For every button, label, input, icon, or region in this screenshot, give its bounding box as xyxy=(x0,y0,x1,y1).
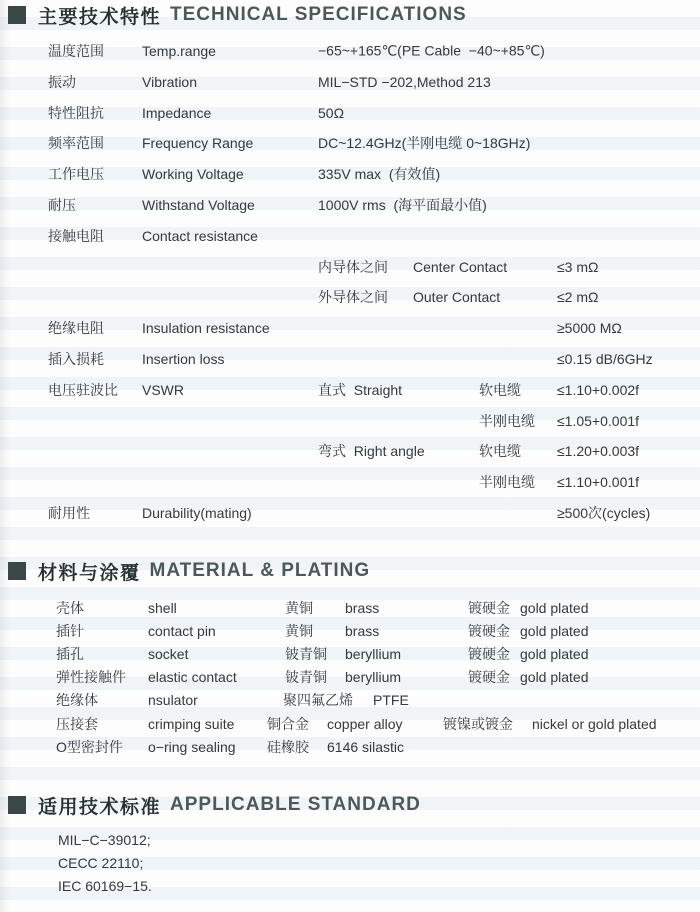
material-row-socket xyxy=(0,642,700,665)
spec-sublabel-cn: 外导体之间 xyxy=(318,289,388,306)
spec-label-cn: 耐用性 xyxy=(48,504,90,521)
plating-en: gold plated xyxy=(520,645,589,662)
material-row-crimping-suite xyxy=(0,712,700,735)
spec-row-vswr-rightangle-semirigid xyxy=(0,467,700,498)
spec-row-vibration xyxy=(0,66,700,97)
material-en: beryllium xyxy=(345,669,402,686)
spec-label-cn: 接触电阻 xyxy=(48,227,104,244)
spec-row-durability xyxy=(0,498,700,529)
plating-cn: 镀镍或镀金 xyxy=(443,715,513,732)
standard-item xyxy=(0,828,700,851)
part-label-en: elastic contact xyxy=(148,669,237,686)
spec-label-en: Vibration xyxy=(142,73,198,90)
material-row-shell xyxy=(0,596,700,619)
plating-en: gold plated xyxy=(520,669,589,686)
part-label-cn: 压接套 xyxy=(56,715,98,732)
material-row-elastic-contact xyxy=(0,666,700,689)
section-title-en: APPLICABLE STANDARD xyxy=(170,794,421,815)
spec-label-en: Impedance xyxy=(142,104,212,121)
spec-label-en: Contact resistance xyxy=(142,227,258,244)
part-label-en: nsulator xyxy=(148,692,198,709)
spec-result: ≤0.15 dB/6GHz xyxy=(557,350,653,367)
material-en: brass xyxy=(345,622,380,639)
part-label-cn: 弹性接触件 xyxy=(56,669,126,686)
spec-sublabel-en: Outer Contact xyxy=(413,289,501,306)
spec-row-outer-contact xyxy=(0,282,700,313)
section-title-cn: 适用技术标准 xyxy=(38,796,162,818)
spec-row-center-contact xyxy=(0,251,700,282)
plating-cn: 镀硬金 xyxy=(468,669,510,686)
plating-en: gold plated xyxy=(520,599,589,616)
material-en: 6146 silastic xyxy=(327,738,405,755)
spec-result: ≤2 mΩ xyxy=(557,289,599,306)
spec-label-cn: 频率范围 xyxy=(48,135,104,152)
part-label-cn: 壳体 xyxy=(56,599,84,616)
material-cn: 聚四氟乙烯 xyxy=(283,692,353,709)
spec-label-en: Temp.range xyxy=(142,42,216,59)
spec-value: −65~+165℃(PE Cable −40~+85℃) xyxy=(318,42,545,59)
part-label-en: o−ring sealing xyxy=(148,738,236,755)
spec-row-contact-resistance xyxy=(0,220,700,251)
part-label-cn: 插孔 xyxy=(56,645,84,662)
spec-result: ≤1.20+0.003f xyxy=(557,443,640,460)
spec-label-cn: 温度范围 xyxy=(48,42,104,59)
material-cn: 硅橡胶 xyxy=(267,738,309,755)
spec-row-withstand-voltage xyxy=(0,190,700,221)
plating-cn: 镀硬金 xyxy=(468,645,510,662)
material-en: PTFE xyxy=(373,692,409,709)
spec-row-vswr-straight-semirigid xyxy=(0,405,700,436)
spec-cable-type: 半刚电缆 xyxy=(479,474,535,491)
spec-label-cn: 特性阻抗 xyxy=(48,104,104,121)
spec-result: ≤1.10+0.001f xyxy=(557,474,640,491)
material-en: brass xyxy=(345,599,380,616)
spec-value: DC~12.4GHz(半刚电缆 0~18GHz) xyxy=(318,135,531,152)
spec-label-cn: 工作电压 xyxy=(48,166,104,183)
spec-label-cn: 电压驻波比 xyxy=(48,381,118,398)
spec-row-impedance xyxy=(0,97,700,128)
plating-en: gold plated xyxy=(520,622,589,639)
part-label-en: socket xyxy=(148,645,189,662)
section-header-applicable-standard xyxy=(8,794,421,818)
part-label-en: crimping suite xyxy=(148,715,235,732)
spec-label-en: Frequency Range xyxy=(142,135,254,152)
spec-row-temp-range xyxy=(0,36,700,67)
material-row-oring-sealing xyxy=(0,735,700,758)
spec-row-insertion-loss xyxy=(0,344,700,375)
spec-label-en: Working Voltage xyxy=(142,166,244,183)
section-title-cn: 主要技术特性 xyxy=(38,6,162,28)
plating-en: nickel or gold plated xyxy=(532,715,657,732)
spec-sublabel-en: Center Contact xyxy=(413,258,508,275)
material-row-insulator xyxy=(0,689,700,712)
material-cn: 铜合金 xyxy=(267,715,309,732)
standard-text: MIL−C−39012; xyxy=(58,831,151,848)
spec-label-cn: 振动 xyxy=(48,73,76,90)
plating-cn: 镀硬金 xyxy=(468,622,510,639)
spec-label-en: Durability(mating) xyxy=(142,504,252,521)
spec-label-cn: 耐压 xyxy=(48,196,76,213)
section-header-technical-specifications xyxy=(8,4,467,28)
section-header-material-plating xyxy=(8,560,371,584)
square-bullet-icon xyxy=(8,6,26,24)
technical-specifications-table xyxy=(0,36,700,529)
material-cn: 黄铜 xyxy=(285,622,313,639)
spec-label-en: Insulation resistance xyxy=(142,320,270,337)
material-row-contact-pin xyxy=(0,619,700,642)
section-title-en: TECHNICAL SPECIFICATIONS xyxy=(170,4,467,25)
spec-row-vswr-rightangle-flex xyxy=(0,436,700,467)
part-label-cn: O型密封件 xyxy=(56,738,123,755)
spec-label-en: VSWR xyxy=(142,381,184,398)
spec-cable-type: 软电缆 xyxy=(479,381,521,398)
standard-text: IEC 60169−15. xyxy=(58,877,152,894)
spec-result: ≤1.05+0.001f xyxy=(557,412,640,429)
spec-row-working-voltage xyxy=(0,159,700,190)
spec-style: 直式 Straight xyxy=(318,381,403,398)
spec-value: 335V max (有效值) xyxy=(318,166,441,183)
spec-row-vswr-straight-flex xyxy=(0,374,700,405)
spec-value: 50Ω xyxy=(318,104,345,121)
spec-result: ≥5000 MΩ xyxy=(557,320,622,337)
square-bullet-icon xyxy=(8,796,26,814)
standard-item xyxy=(0,851,700,874)
spec-row-frequency-range xyxy=(0,128,700,159)
material-cn: 黄铜 xyxy=(285,599,313,616)
part-label-en: contact pin xyxy=(148,622,216,639)
section-title-cn: 材料与涂覆 xyxy=(38,562,141,584)
spec-row-insulation-resistance xyxy=(0,313,700,344)
spec-label-cn: 插入损耗 xyxy=(48,350,104,367)
spec-result: ≤3 mΩ xyxy=(557,258,599,275)
spec-label-en: Withstand Voltage xyxy=(142,196,255,213)
spec-result: ≤1.10+0.002f xyxy=(557,381,640,398)
material-plating-table xyxy=(0,596,700,758)
spec-cable-type: 软电缆 xyxy=(479,443,521,460)
spec-label-en: Insertion loss xyxy=(142,350,225,367)
standard-text: CECC 22110; xyxy=(58,854,144,871)
spec-value: 1000V rms (海平面最小值) xyxy=(318,196,487,213)
part-label-en: shell xyxy=(148,599,177,616)
square-bullet-icon xyxy=(8,562,26,580)
spec-sublabel-cn: 内导体之间 xyxy=(318,258,388,275)
spec-result: ≥500次(cycles) xyxy=(557,504,651,521)
section-title-en: MATERIAL & PLATING xyxy=(149,560,371,581)
material-en: copper alloy xyxy=(327,715,403,732)
applicable-standard-list xyxy=(0,828,700,898)
spec-value: MIL−STD −202,Method 213 xyxy=(318,73,491,90)
spec-cable-type: 半刚电缆 xyxy=(479,412,535,429)
material-cn: 铍青铜 xyxy=(285,645,327,662)
spec-style: 弯式 Right angle xyxy=(318,443,425,460)
part-label-cn: 绝缘体 xyxy=(56,692,98,709)
standard-item xyxy=(0,874,700,897)
spec-label-cn: 绝缘电阻 xyxy=(48,320,104,337)
part-label-cn: 插针 xyxy=(56,622,84,639)
material-en: beryllium xyxy=(345,645,402,662)
plating-cn: 镀硬金 xyxy=(468,599,510,616)
material-cn: 铍青铜 xyxy=(285,669,327,686)
